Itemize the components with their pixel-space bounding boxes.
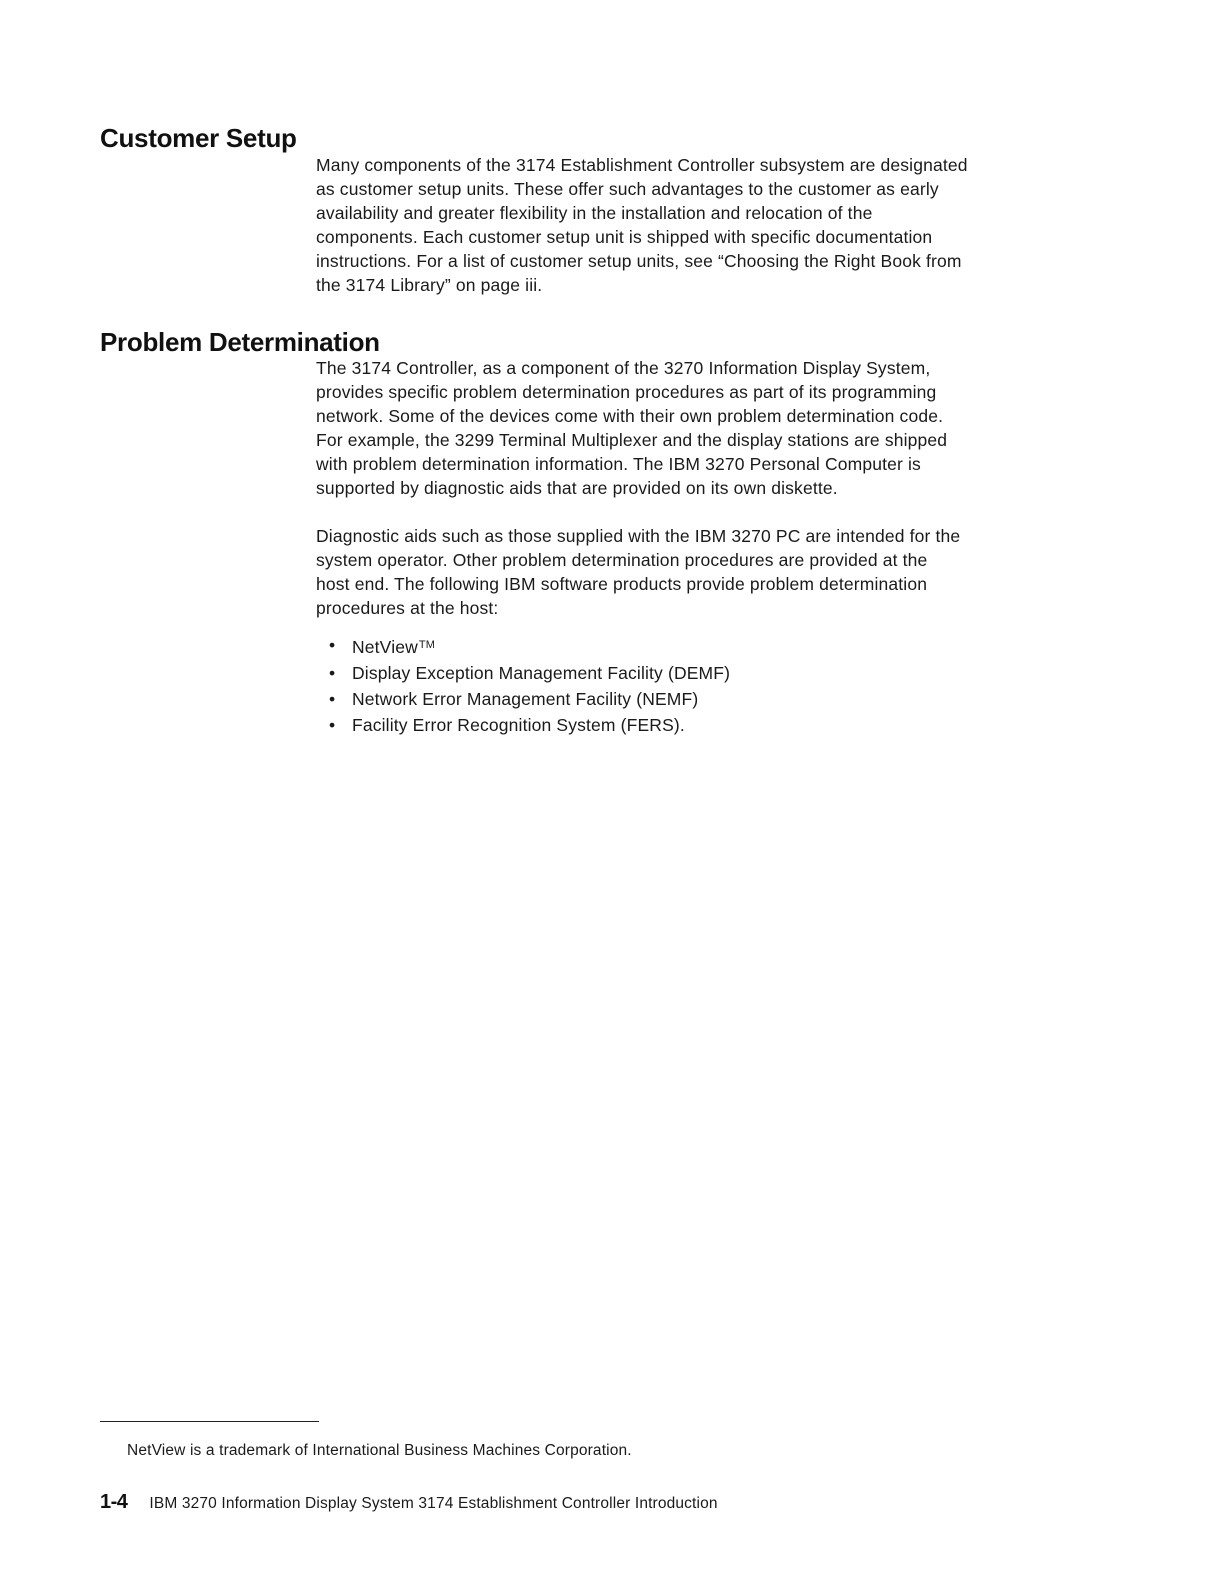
list-item <box>316 660 730 686</box>
paragraph-line: host end. The following IBM software products provide problem determination <box>316 574 928 594</box>
book-title: IBM 3270 Information Display System 3174 Establishment Controller Introduction <box>149 1495 718 1512</box>
bullet-icon: • <box>329 689 336 709</box>
paragraph-line: procedures at the host: <box>316 598 499 618</box>
customer-setup-paragraph <box>316 153 1076 297</box>
list-item-text: Display Exception Management Facility (DEMF) <box>352 663 731 683</box>
paragraph-line: Many components of the 3174 Establishment Controller subsystem are designated <box>316 155 968 175</box>
list-item <box>316 686 730 712</box>
footnote-divider <box>100 1421 319 1422</box>
bullet-icon: • <box>329 635 336 655</box>
paragraph-line: availability and greater flexibility in the installation and relocation of the <box>316 203 873 223</box>
paragraph-line: the 3174 Library” on page iii. <box>316 275 543 295</box>
paragraph-line: The 3174 Controller, as a component of the 3270 Information Display System, <box>316 358 931 378</box>
paragraph-line: instructions. For a list of customer setup units, see “Choosing the Right Book from <box>316 251 962 271</box>
list-item <box>316 632 730 660</box>
section-heading-problem-determination: Problem Determination <box>100 327 380 357</box>
paragraph-line: provides specific problem determination procedures as part of its programming <box>316 382 937 402</box>
list-item-text: NetView <box>352 637 418 657</box>
bullet-icon: • <box>329 715 336 735</box>
list-item-text: Facility Error Recognition System (FERS). <box>352 715 685 735</box>
paragraph-line: components. Each customer setup unit is shipped with specific documentation <box>316 227 933 247</box>
paragraph-line: with problem determination information. The IBM 3270 Personal Computer is <box>316 454 921 474</box>
host-software-list <box>316 632 730 738</box>
footnote-text: NetView is a trademark of International Business Machines Corporation. <box>127 1442 632 1459</box>
paragraph-line: For example, the 3299 Terminal Multiplexer and the display stations are shipped <box>316 430 948 450</box>
paragraph-line: network. Some of the devices come with their own problem determination code. <box>316 406 944 426</box>
bullet-icon: • <box>329 663 336 683</box>
trademark-mark: TM <box>418 639 436 651</box>
paragraph-line: system operator. Other problem determination procedures are provided at the <box>316 550 928 570</box>
section-heading-customer-setup: Customer Setup <box>100 123 297 153</box>
paragraph-line: supported by diagnostic aids that are provided on its own diskette. <box>316 478 838 498</box>
problem-determination-paragraph-2 <box>316 524 1076 620</box>
paragraph-line: as customer setup units. These offer such advantages to the customer as early <box>316 179 939 199</box>
list-item <box>316 712 730 738</box>
problem-determination-paragraph-1 <box>316 356 1076 500</box>
page-number: 1-4 <box>100 1491 128 1513</box>
page-footer <box>100 1491 718 1514</box>
list-item-text: Network Error Management Facility (NEMF) <box>352 689 699 709</box>
paragraph-line: Diagnostic aids such as those supplied with the IBM 3270 PC are intended for the <box>316 526 961 546</box>
